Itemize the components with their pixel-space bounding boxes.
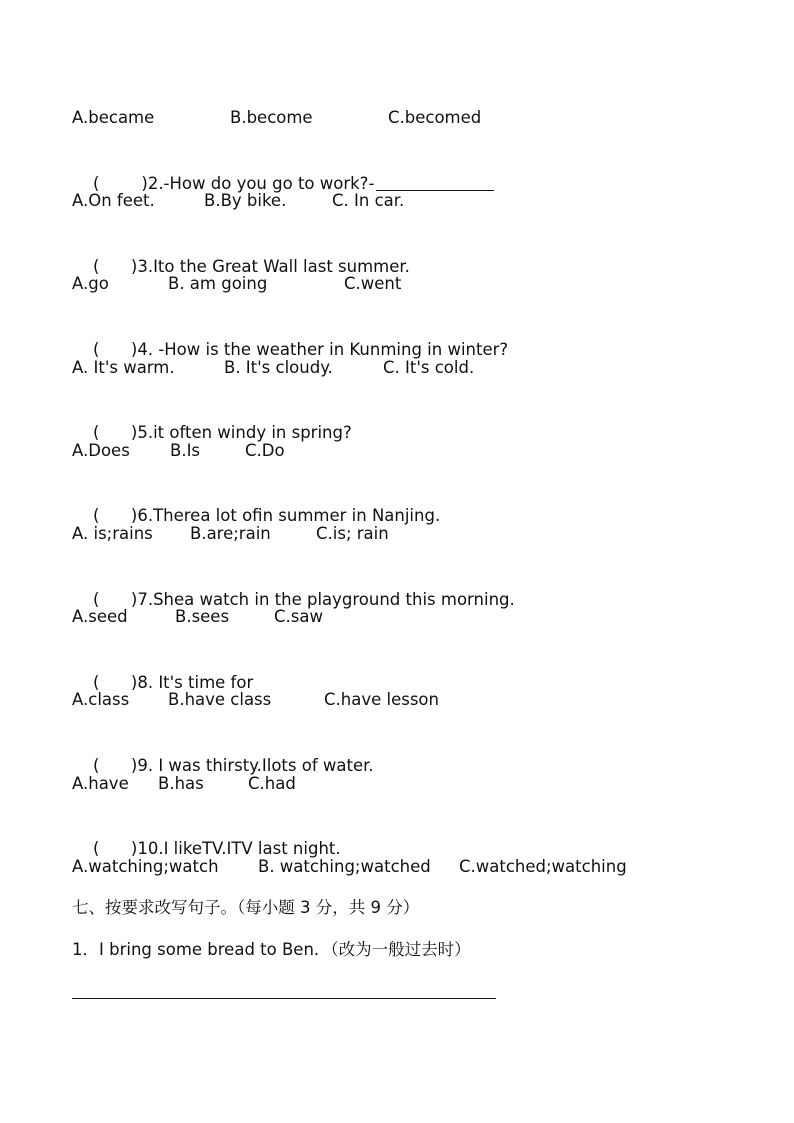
- q3-prompt: ( )3.Ito the Great Wall last summer.: [92, 257, 410, 276]
- q2-option-a: A.On feet.: [72, 191, 155, 210]
- q5-prompt: ( )5.it often windy in spring?: [92, 423, 352, 442]
- q5-options-row: [72, 439, 285, 463]
- q9-options-row: [72, 772, 296, 796]
- q10-option-a: A.watching;watch: [72, 857, 219, 876]
- q4-options-row: [72, 356, 475, 380]
- q7-option-c: C.saw: [274, 607, 323, 626]
- q6-option-b: B.are;rain: [190, 524, 271, 543]
- q4-option-a: A. It's warm.: [72, 358, 175, 377]
- q5-option-b: B.Is: [170, 441, 201, 460]
- q5-prompt-row: [72, 397, 352, 442]
- q8-option-b: B.have class: [168, 690, 272, 709]
- q9-option-b: B.has: [158, 774, 204, 793]
- q3-option-c: C.went: [344, 274, 402, 293]
- q6-prompt: ( )6.Therea lot ofin summer in Nanjing.: [92, 506, 441, 525]
- q2-prompt-row: [72, 148, 494, 193]
- q5-option-a: A.Does: [72, 441, 130, 460]
- q3-option-a: A.go: [72, 274, 109, 293]
- q5-option-c: C.Do: [245, 441, 285, 460]
- q7-prompt: ( )7.Shea watch in the playground this morning.: [92, 590, 515, 609]
- q6-options-row: [72, 522, 389, 546]
- q7-option-a: A.seed: [72, 607, 128, 626]
- q1-option-a: A.became: [72, 108, 155, 127]
- q10-option-b: B. watching;watched: [258, 857, 431, 876]
- q4-option-b: B. It's cloudy.: [224, 358, 333, 377]
- q4-prompt: ( )4. -How is the weather in Kunming in winter?: [92, 340, 509, 359]
- q1-option-b: B.become: [230, 108, 313, 127]
- q10-options-row: [72, 855, 627, 879]
- q1-options-row: [72, 106, 482, 130]
- q9-option-a: A.have: [72, 774, 129, 793]
- q1-option-c: C.becomed: [388, 108, 482, 127]
- q2-option-b: B.By bike.: [204, 191, 287, 210]
- q10-option-c: C.watched;watching: [459, 857, 627, 876]
- q2-option-c: C. In car.: [332, 191, 405, 210]
- q4-prompt-row: [72, 314, 509, 359]
- q6-option-a: A. is;rains: [72, 524, 153, 543]
- section7-item-1-answer-line: [72, 998, 496, 999]
- q7-options-row: [72, 605, 323, 629]
- q7-option-b: B.sees: [175, 607, 230, 626]
- section7-item-1: 1．I bring some bread to Ben．（改为一般过去时）: [72, 940, 471, 959]
- q4-option-c: C. It's cold.: [383, 358, 475, 377]
- q9-prompt-row: [72, 730, 374, 775]
- q6-prompt-row: [72, 480, 441, 525]
- q8-option-a: A.class: [72, 690, 130, 709]
- q8-prompt: ( )8. It's time for: [92, 673, 254, 692]
- q8-option-c: C.have lesson: [324, 690, 439, 709]
- q3-prompt-row: [72, 231, 410, 276]
- q2-options-row: [72, 189, 405, 213]
- q10-prompt-row: [72, 813, 341, 858]
- q2-prompt: ( )2.-How do you go to work?-: [92, 174, 375, 193]
- section7-heading: 七、按要求改写句子。（每小题 3 分，共 9 分）: [72, 898, 420, 917]
- q10-prompt: ( )10.I likeTV.ITV last night.: [92, 839, 341, 858]
- q8-prompt-row: [72, 647, 254, 692]
- q3-option-b: B. am going: [168, 274, 268, 293]
- q7-prompt-row: [72, 564, 515, 609]
- q3-options-row: [72, 272, 402, 296]
- q6-option-c: C.is; rain: [316, 524, 389, 543]
- q9-prompt: ( )9. I was thirsty.Ilots of water.: [92, 756, 374, 775]
- q9-option-c: C.had: [248, 774, 296, 793]
- q8-options-row: [72, 688, 439, 712]
